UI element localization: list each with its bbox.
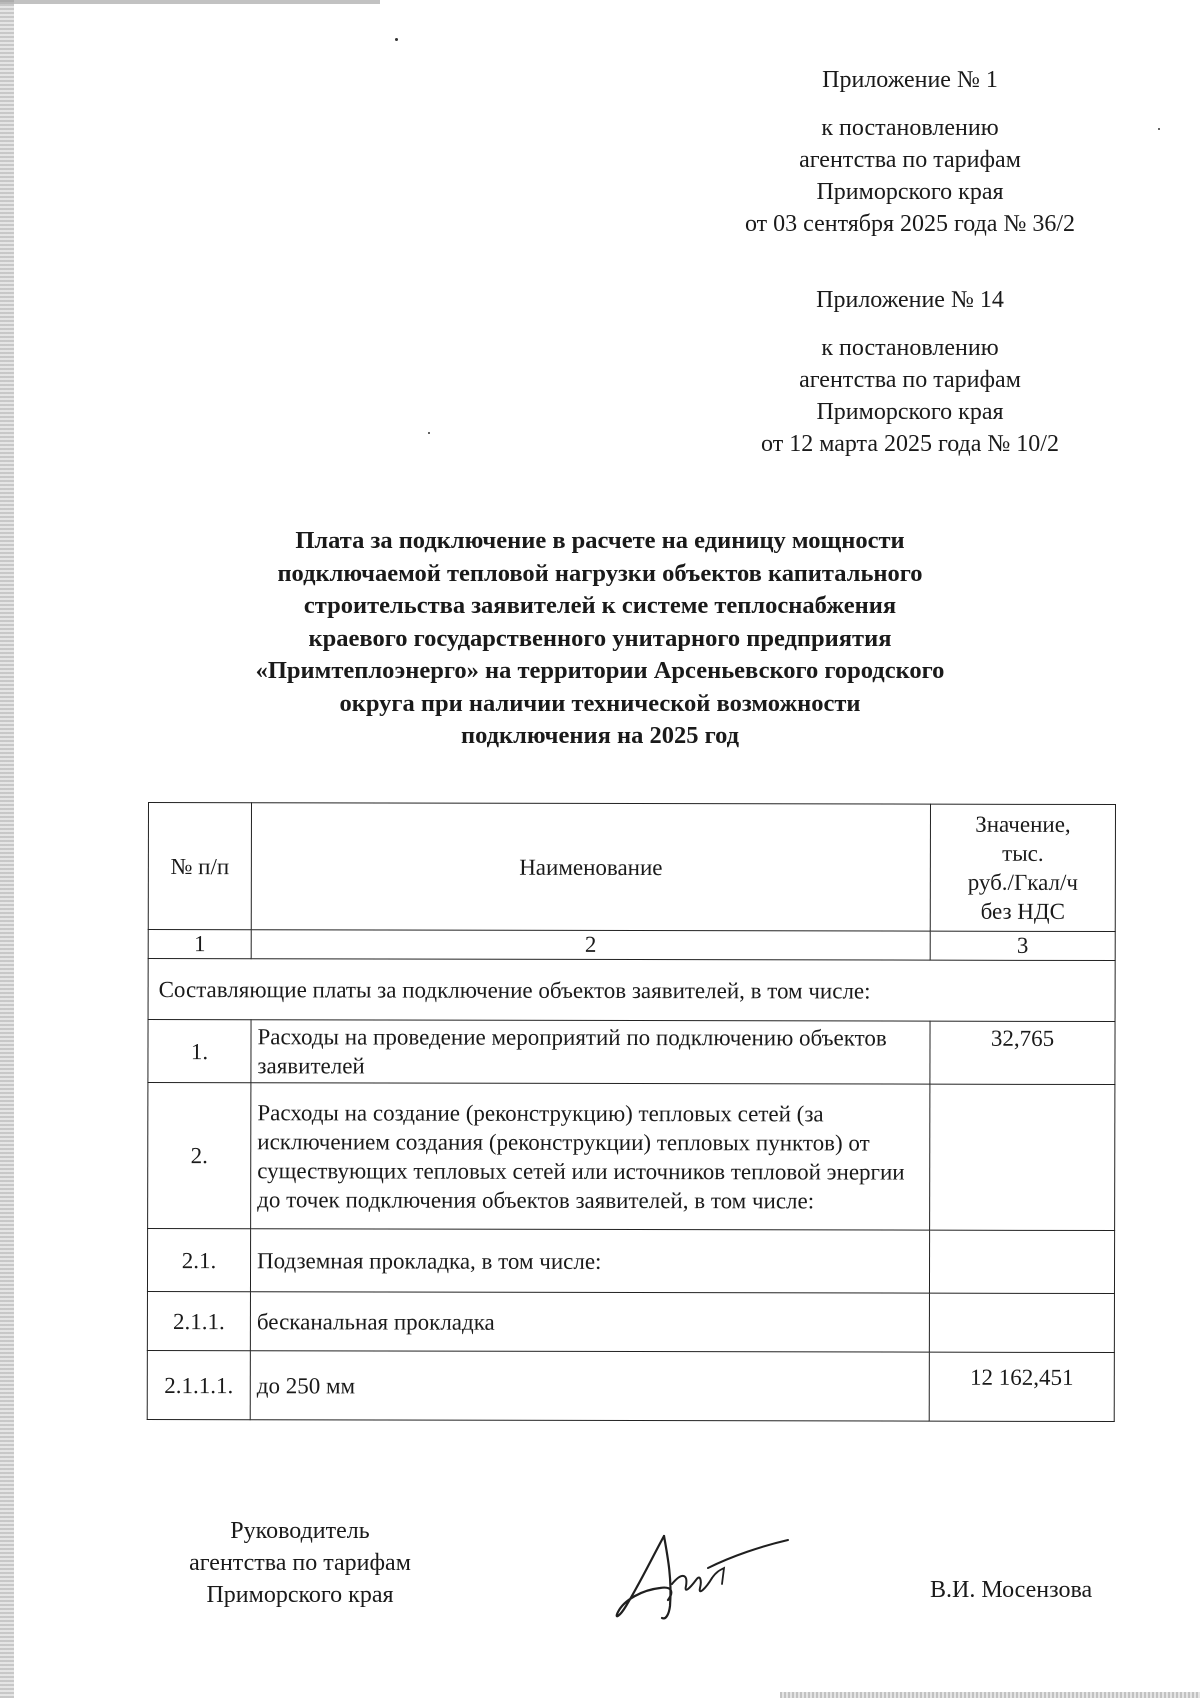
appendix-14-line: агентства по тарифам [799, 367, 1021, 393]
table-row [147, 1292, 1114, 1353]
row-number: 1. [148, 1020, 251, 1083]
section-row [148, 959, 1115, 1022]
appendix-1-block [690, 64, 1130, 240]
section-title: Составляющие платы за подключение объектов заявителей, в том числе: [148, 959, 1115, 1022]
header-value-line: без НДС [980, 898, 1065, 924]
appendix-14-date: от 12 марта 2025 года № 10/2 [761, 431, 1059, 457]
scan-speck [428, 432, 430, 434]
table-row [147, 1350, 1114, 1421]
header-name: Наименование [251, 803, 930, 931]
row-number: 2. [148, 1083, 251, 1229]
row-value [929, 1293, 1114, 1352]
header-value-line: руб./Гкал/ч [967, 869, 1078, 895]
appendix-1-date: от 03 сентября 2025 года № 36/2 [744, 211, 1076, 237]
document-title-line: краевого государственного унитарного предприятия [308, 624, 892, 652]
document-title-line: Плата за подключение в расчете на единицу мощности [295, 527, 905, 554]
scan-edge-bottom [780, 1692, 1200, 1698]
document-title-line: округа при наличии технической возможности [339, 689, 861, 717]
document-title-line: «Примтеплоэнерго» на территории Арсеньевского городского [255, 657, 945, 684]
row-value: 12 162,451 [929, 1352, 1114, 1421]
row-name: бесканальная прокладка [250, 1292, 929, 1352]
header-value-line: тыс. [1002, 840, 1044, 866]
appendix-1-title: Приложение № 1 [822, 67, 998, 93]
scan-edge-top [0, 0, 380, 4]
row-number: 2.1. [147, 1229, 250, 1292]
signatory-position [150, 1515, 450, 1611]
signatory-position-line: Руководитель [230, 1518, 370, 1544]
row-value [930, 1084, 1115, 1230]
scan-speck [395, 38, 398, 41]
header-number: № п/п [148, 803, 251, 930]
header-value-line: Значение, [975, 811, 1071, 837]
row-number: 2.1.1.1. [147, 1350, 250, 1419]
signatory-name: В.И. Мосензова [930, 1577, 1093, 1603]
column-index-row [148, 930, 1115, 961]
document-title-line: строительства заявителей к системе теплоснабжения [303, 592, 897, 619]
table-header-row [148, 803, 1115, 932]
handwritten-signature [612, 1528, 792, 1628]
document-title-line: подключения на 2025 год [460, 722, 740, 749]
row-value [929, 1230, 1114, 1293]
row-name: Расходы на создание (реконструкцию) тепловых сетей (за исключением создания (реконструкции) тепловых пунктов) от существующих тепловых сетей или источников тепловой энергии до точек подключения объектов заявителей, в том числе: [251, 1083, 930, 1230]
row-name: до 250 мм [250, 1351, 929, 1421]
appendix-14-line: к постановлению [821, 335, 999, 361]
signatory-position-line: Приморского края [206, 1582, 394, 1608]
appendix-1-line: Приморского края [816, 179, 1004, 205]
row-name: Подземная прокладка, в том числе: [250, 1229, 929, 1293]
appendix-1-line: к постановлению [821, 115, 999, 141]
appendix-14-line: Приморского края [816, 399, 1004, 425]
appendix-14-title: Приложение № 14 [816, 287, 1004, 313]
column-index: 2 [251, 930, 930, 960]
document-title [150, 525, 1050, 753]
row-name: Расходы на проведение мероприятий по подключению объектов заявителей [251, 1020, 930, 1084]
column-index: 3 [930, 931, 1115, 960]
appendix-14-block [690, 284, 1130, 460]
tariff-table [147, 802, 1116, 1422]
scan-edge-left [0, 0, 14, 1698]
table-row [148, 1083, 1115, 1231]
column-index: 1 [148, 930, 251, 959]
signatory-position-line: агентства по тарифам [189, 1550, 411, 1576]
table-row [148, 1020, 1115, 1085]
table-row [147, 1229, 1114, 1294]
row-value: 32,765 [930, 1021, 1115, 1084]
row-number: 2.1.1. [147, 1292, 250, 1351]
scan-speck [1158, 128, 1160, 130]
appendix-1-line: агентства по тарифам [799, 147, 1021, 173]
document-title-line: подключаемой тепловой нагрузки объектов капитального [277, 559, 923, 587]
header-value [930, 804, 1115, 931]
